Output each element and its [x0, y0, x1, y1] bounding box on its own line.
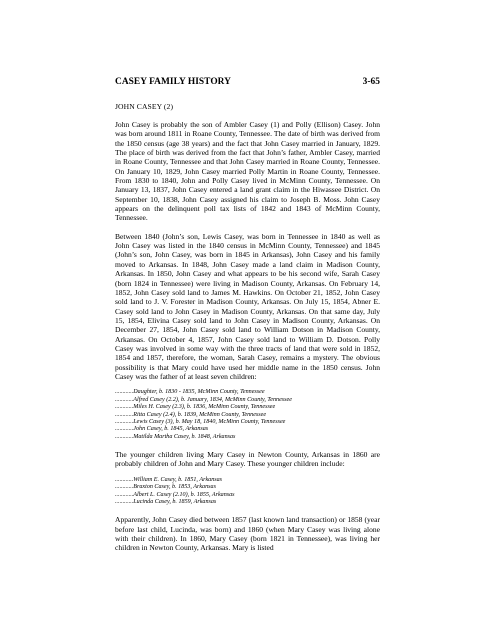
- paragraph-arkansas: Between 1840 (John’s son, Lewis Casey, was born in Tennessee in 1840 as well as John Casey was listed in the 1840 census in McMinn County, Tennessee) and 1845 (John’s son, John Casey, was born in 1845 in Arkansas), John Casey and his family moved to Arkansas. In 1848, John Casey made a land claim in Madison County, Arkansas. In 1850, John Casey and what appears to be his second wife, Sarah Casey (born 1824 in Tennessee) were living in Madison County, Arkansas. On February 14, 1852, John Casey sold land to James M. Hawkins. On October 21, 1852, John Casey sold land to J. V. Forester in Madison County, Arkansas. On July 15, 1854, Abner E. Casey sold land to John Casey in Madison County, Arkansas. On that same day, July 15, 1854, Elivina Casey sold land to John Casey in Madison County, Arkansas. On December 27, 1854, John Casey sold land to William Dotson in Madison County, Arkansas. On October 4, 1857, John Casey sold land to William D. Dotson. Polly Casey was involved in some way with the three tracts of land that were sold in 1852, 1854 and 1857, therefore, the woman, Sarah Casey, remains a mystery. The obvious possibility is that Mary could have used her middle name in the 1850 census. John Casey was the father of at least seven children:: [115, 231, 380, 381]
- page-header: [115, 77, 380, 87]
- child-entry: ............Lucinda Casey, b. 1859, Arkansas: [115, 499, 217, 506]
- paragraph-younger-children: The younger children living Mary Casey in Newton County, Arkansas in 1860 are probably children of John and Mary Casey. These younger children include:: [115, 450, 380, 469]
- children-list-first: [115, 389, 380, 441]
- children-list-younger: [115, 477, 380, 507]
- child-entry: ............William E. Casey, b. 1851, Arkansas: [115, 476, 223, 483]
- paragraph-death: Apparently, John Casey died between 1857 (last known land transaction) or 1858 (year before last child, Lucinda, was born) and 1860 (when Mary Casey was living alone with their children). In 1860, Mary Casey (born 1821 in Tennessee), was living her children in Newton County, Arkansas. Mary is listed: [115, 515, 380, 553]
- child-entry: ............Daughter, b. 1830 - 1835, McMinn County, Tennessee: [115, 389, 265, 396]
- section-title: JOHN CASEY (2): [115, 102, 174, 111]
- page-number: 3-65: [362, 77, 380, 87]
- child-entry: ............John Casey, b. 1845, Arkansas: [115, 426, 209, 433]
- document-page: [115, 65, 380, 553]
- header-title: CASEY FAMILY HISTORY: [115, 77, 231, 87]
- child-entry: ............Miles H. Casey (2.3), b. 1836, McMinn County, Tennessee: [115, 404, 276, 411]
- child-entry: ............Braxton Casey, b. 1853, Arkansas: [115, 484, 216, 491]
- paragraph-biography: John Casey is probably the son of Ambler Casey (1) and Polly (Ellison) Casey. John was born around 1811 in Roane County, Tennessee. The date of birth was derived from the 1850 census (age 38 years) and the fact that John Casey married in January, 1829. The place of birth was derived from the fact that John’s father, Ambler Casey, married in Roane County, Tennessee and that John Casey married in Roane County, Tennessee. On January 10, 1829, John Casey married Polly Martin in Roane County, Tennessee. From 1830 to 1840, John and Polly Casey lived in McMinn County, Tennessee. On January 13, 1837, John Casey entered a land grant claim in the Hiwassee District. On September 10, 1838, John Casey assigned his claim to Joseph B. Moss. John Casey appears on the delinquent poll tax lists of 1842 and 1843 of McMinn County, Tennessee.: [115, 120, 380, 223]
- child-entry: ............Lewis Casey (3), b. May 18, 1840, McMinn County, Tennessee: [115, 418, 286, 425]
- child-entry: ............Albert L. Casey (2.10), b. 1855, Arkansas: [115, 491, 235, 498]
- child-entry: ............Matilda Martha Casey, b. 1848, Arkansas: [115, 433, 236, 440]
- child-entry: ............Alfred Casey (2.2), b. January, 1834, McMinn County, Tennessee: [115, 396, 292, 403]
- child-entry: ............Ritta Casey (2.4), b. 1839, McMinn County, Tennessee: [115, 411, 267, 418]
